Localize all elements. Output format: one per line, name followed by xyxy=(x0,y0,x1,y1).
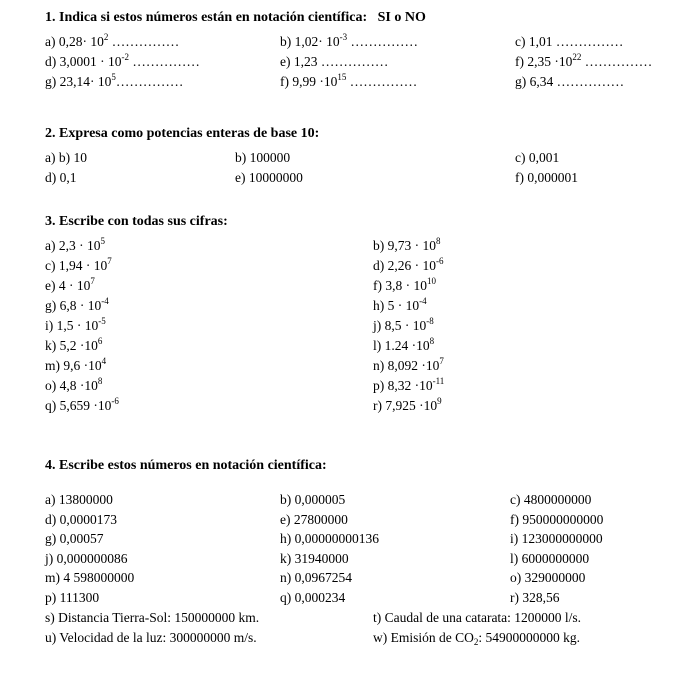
s3-item: p) $8,32 \cdot 10^{-11}$ xyxy=(373,376,445,393)
s3-row xyxy=(45,298,678,317)
s4-item: k) 31940000 xyxy=(280,550,349,566)
s2-item: f) 0,000001 xyxy=(515,170,578,185)
s4-row xyxy=(45,610,678,629)
s4-item: m) 4 598000000 xyxy=(45,570,135,585)
section-1-options: SI o NO xyxy=(377,10,426,25)
s4-item: a) 13800000 xyxy=(45,492,113,507)
s4-item: d) 0,0000173 xyxy=(45,511,117,527)
s4-item: h) 0,00000000136 xyxy=(280,531,379,546)
s4-row xyxy=(45,551,678,570)
s4-item: e) 27800000 xyxy=(280,511,348,527)
s3-row xyxy=(45,318,678,337)
s3-item: f) $3,8 \cdot 10^{10}$ xyxy=(373,276,436,293)
s1-item-g2: g) 6,34 …………… xyxy=(515,74,625,89)
s4-item-t: t) Caudal de una catarata: 1200000 l/s. xyxy=(373,610,582,625)
s4-row xyxy=(45,630,678,649)
s3-item: j) $8,5 \cdot 10^{-8}$ xyxy=(373,316,434,333)
s1-row xyxy=(45,54,678,73)
s4-row xyxy=(45,492,678,511)
s4-item: p) 111300 xyxy=(45,589,100,605)
section-4-title: 4. Escribe estos números en notación científica: xyxy=(45,458,327,473)
s4-item: l) 6000000000 xyxy=(510,550,590,566)
s4-item: j) 0,000000086 xyxy=(45,550,128,566)
s4-item: c) 4800000000 xyxy=(510,492,592,507)
s3-row xyxy=(45,278,678,297)
section-3-title: 3. Escribe con todas sus cifras: xyxy=(45,214,228,229)
s4-item: n) 0,0967254 xyxy=(280,570,352,585)
s3-item: e) $4 \cdot 10^7$ xyxy=(45,276,95,293)
s3-item: o) $4,8 \cdot 10^8$ xyxy=(45,376,103,393)
s4-item: f) 950000000000 xyxy=(510,511,604,527)
s3-row xyxy=(45,238,678,257)
s3-item: k) $5,2 \cdot 10^6$ xyxy=(45,336,103,353)
s1-item-g: g) $23,14\cdot 10^5\dots\dots\dots\dots\dots$ xyxy=(45,72,184,89)
s3-row xyxy=(45,338,678,357)
s3-item: h) $5 \cdot 10^{-4}$ xyxy=(373,296,427,313)
s3-item: d) $2,26 \cdot 10^{-6}$ xyxy=(373,256,444,273)
s1-item-e: e) 1,23 …………… xyxy=(280,54,389,69)
s4-item-s: s) Distancia Tierra-Sol: 150000000 km. xyxy=(45,610,260,625)
s3-item: b) $9,73 \cdot 10^8$ xyxy=(373,236,441,253)
s3-item: c) $1,94 \cdot 10^7$ xyxy=(45,256,112,273)
s4-item-w: w) Emisión de $CO_2$: 54900000000 kg. xyxy=(373,630,581,647)
s3-item: r) $7,925 \cdot 10^9$ xyxy=(373,396,442,413)
s2-item: a) b) 10 xyxy=(45,150,87,165)
s4-item: g) 0,00057 xyxy=(45,531,104,546)
s4-row xyxy=(45,531,678,550)
s3-item: q) $5,659 \cdot 10^{-6}$ xyxy=(45,396,119,413)
s4-row xyxy=(45,590,678,609)
s3-row xyxy=(45,398,678,417)
s1-item-f: f) $2,35 \cdot 10^{22}$ …………… xyxy=(515,52,653,69)
s1-item-f2: f) $9,99 \cdot 10^{15}$ …………… xyxy=(280,72,418,89)
s4-item-u: u) Velocidad de la luz: 300000000 m/s. xyxy=(45,630,257,645)
s1-row xyxy=(45,34,678,53)
s3-item: g) $6,8 \cdot 10^{-4}$ xyxy=(45,296,109,313)
s3-row xyxy=(45,378,678,397)
s3-item: a) $2,3 \cdot 10^5$ xyxy=(45,236,105,253)
s2-row xyxy=(45,170,678,189)
s2-row xyxy=(45,150,678,169)
s3-item: n) $8,092 \cdot 10^7$ xyxy=(373,356,444,373)
s4-item: q) 0,000234 xyxy=(280,589,346,605)
s1-row xyxy=(45,74,678,93)
section-2-title: 2. Expresa como potencias enteras de base 10: xyxy=(45,126,320,141)
s3-row xyxy=(45,358,678,377)
s4-row xyxy=(45,512,678,531)
section-1-title: 1. Indica si estos números están en notación científica: SI o NO xyxy=(45,10,426,25)
s2-item: c) 0,001 xyxy=(515,150,560,165)
s3-row xyxy=(45,258,678,277)
s1-item-a: a) $0,28\cdot 10^2$ …………… xyxy=(45,32,180,49)
s3-item: i) $1,5 \cdot 10^{-5}$ xyxy=(45,316,106,333)
s2-item: d) 0,1 xyxy=(45,170,77,185)
s4-item: i) 123000000000 xyxy=(510,531,603,546)
s4-row xyxy=(45,570,678,589)
s3-item: l) $1.24 \cdot 10^8$ xyxy=(373,336,435,353)
s4-item: r) 328,56 xyxy=(510,589,560,605)
s4-item: o) 329000000 xyxy=(510,570,586,585)
s2-item: b) 100000 xyxy=(235,150,291,165)
s1-item-b: b) $1,02\cdot 10^{-3}$ …………… xyxy=(280,32,418,49)
s2-item: e) 10000000 xyxy=(235,170,303,185)
s1-item-c: c) 1,01 …………… xyxy=(515,34,624,49)
s1-item-d: d) $3,0001 \cdot 10^{-2}$ …………… xyxy=(45,52,200,69)
s3-item: m) $9,6 \cdot 10^4$ xyxy=(45,356,107,373)
s4-item: b) 0,000005 xyxy=(280,492,346,507)
